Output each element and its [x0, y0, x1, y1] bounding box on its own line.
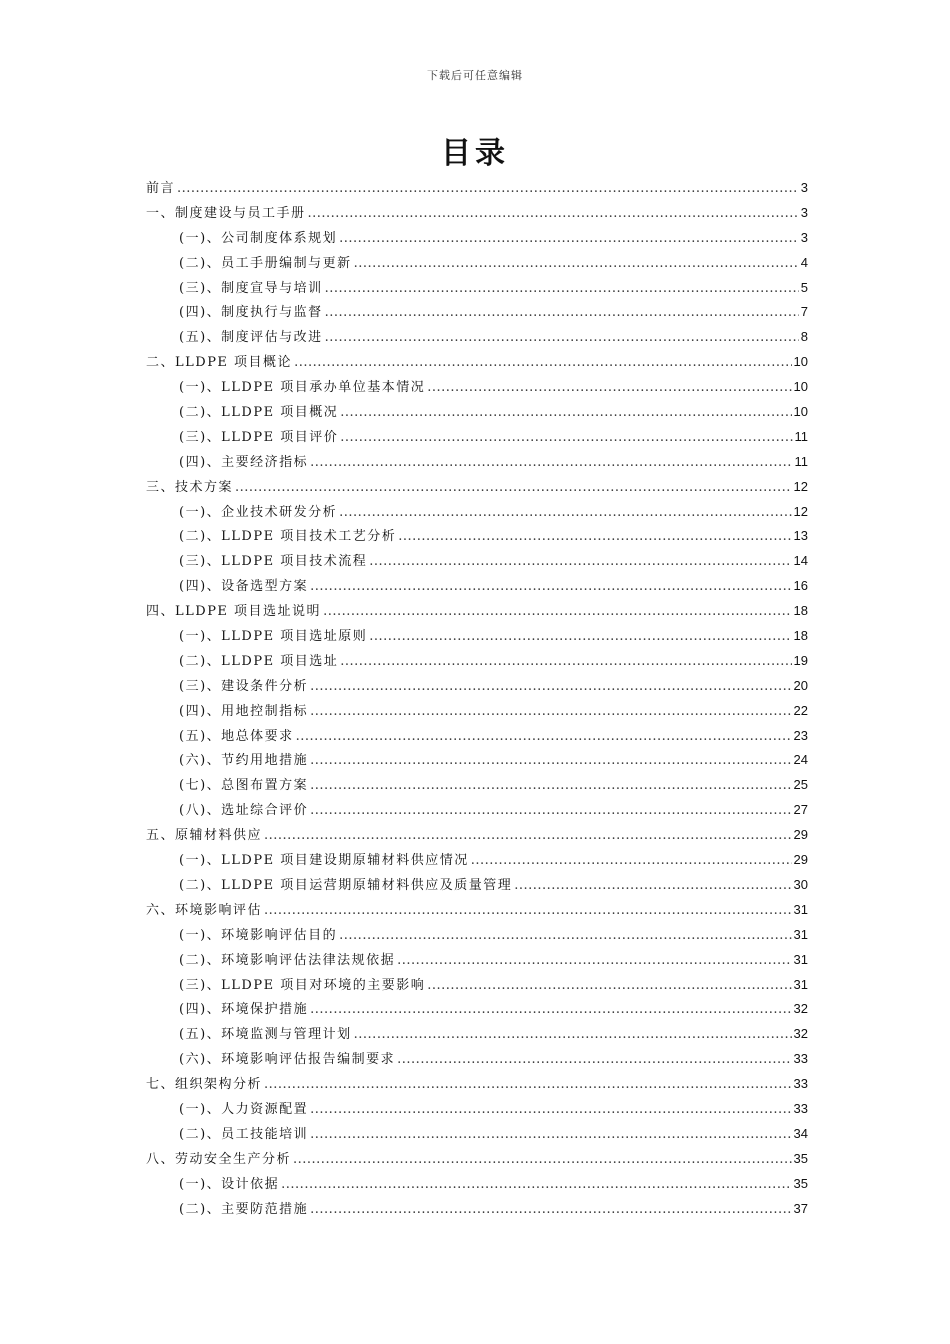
toc-leader-dots — [264, 824, 792, 849]
toc-entry-label: (二)、主要防范措施 — [179, 1201, 309, 1217]
toc-entry[interactable] — [146, 300, 808, 325]
toc-entry-label: (八)、选址综合评价 — [179, 803, 309, 819]
toc-entry-label: 三、技术方案 — [146, 479, 234, 495]
toc-entry-page: 29 — [793, 852, 808, 868]
toc-entry-label: 四、LLDPE 项目选址说明 — [146, 604, 322, 620]
toc-leader-dots — [398, 525, 791, 550]
toc-entry-label: (一)、LLDPE 项目承办单位基本情况 — [179, 380, 426, 396]
toc-entry-page: 29 — [793, 827, 808, 843]
toc-leader-dots — [340, 401, 791, 426]
toc-leader-dots — [325, 326, 799, 351]
toc-leader-dots — [308, 202, 799, 227]
toc-entry[interactable] — [146, 674, 808, 699]
toc-leader-dots — [310, 1198, 791, 1223]
toc-entry-page: 34 — [793, 1125, 808, 1141]
toc-leader-dots — [310, 774, 791, 799]
toc-entry[interactable] — [146, 973, 808, 998]
toc-leader-dots — [310, 700, 791, 725]
toc-entry-page: 24 — [793, 752, 808, 768]
toc-entry[interactable] — [146, 1047, 808, 1072]
toc-entry[interactable] — [146, 624, 808, 649]
toc-entry[interactable] — [146, 475, 808, 500]
toc-leader-dots — [296, 725, 792, 750]
toc-entry-page: 20 — [793, 677, 808, 693]
toc-leader-dots — [310, 1098, 791, 1123]
toc-entry-label: (二)、LLDPE 项目选址 — [179, 653, 339, 669]
toc-leader-dots — [340, 650, 791, 675]
toc-entry-page: 10 — [793, 379, 808, 395]
toc-entry-page: 10 — [793, 404, 808, 420]
toc-entry[interactable] — [146, 773, 808, 798]
page-header: 下载后可任意编辑 — [427, 69, 523, 82]
toc-entry[interactable] — [146, 1072, 808, 1097]
table-of-contents — [146, 176, 808, 1221]
toc-leader-dots — [339, 227, 799, 252]
toc-entry-label: (一)、LLDPE 项目建设期原辅材料供应情况 — [179, 853, 469, 869]
toc-entry[interactable] — [146, 748, 808, 773]
toc-entry-label: (二)、员工手册编制与更新 — [179, 255, 352, 271]
toc-entry-page: 13 — [793, 528, 808, 544]
toc-entry[interactable] — [146, 848, 808, 873]
toc-leader-dots — [471, 849, 792, 874]
toc-entry[interactable] — [146, 574, 808, 599]
toc-entry-label: (一)、环境影响评估目的 — [179, 927, 338, 943]
toc-leader-dots — [264, 899, 792, 924]
toc-entry-label: (四)、环境保护措施 — [179, 1002, 309, 1018]
toc-leader-dots — [281, 1173, 791, 1198]
toc-entry-page: 32 — [793, 1026, 808, 1042]
toc-entry-page: 11 — [794, 453, 808, 469]
toc-entry-label: (四)、设备选型方案 — [179, 579, 309, 595]
toc-entry-label: (三)、制度宣导与培训 — [179, 280, 323, 296]
toc-entry[interactable] — [146, 599, 808, 624]
toc-entry-page: 33 — [793, 1100, 808, 1116]
toc-entry-page: 35 — [793, 1175, 808, 1191]
toc-leader-dots — [397, 1048, 791, 1073]
toc-leader-dots — [323, 600, 791, 625]
toc-entry-page: 8 — [800, 329, 808, 345]
toc-entry[interactable] — [146, 1122, 808, 1147]
toc-leader-dots — [427, 974, 791, 999]
toc-entry-label: (三)、建设条件分析 — [179, 678, 309, 694]
toc-leader-dots — [177, 177, 799, 202]
toc-leader-dots — [514, 874, 791, 899]
toc-entry[interactable] — [146, 549, 808, 574]
toc-entry-label: (四)、用地控制指标 — [179, 703, 309, 719]
toc-leader-dots — [354, 252, 799, 277]
toc-entry-page: 25 — [793, 777, 808, 793]
toc-leader-dots — [310, 1123, 791, 1148]
toc-entry-page: 3 — [800, 180, 808, 195]
toc-entry-page: 16 — [793, 578, 808, 594]
toc-entry-label: 一、制度建设与员工手册 — [146, 205, 306, 221]
toc-entry[interactable] — [146, 450, 808, 475]
toc-entry-page: 31 — [793, 926, 808, 942]
toc-entry-label: (六)、环境影响评估报告编制要求 — [179, 1052, 396, 1068]
toc-entry[interactable] — [146, 1147, 808, 1172]
toc-leader-dots — [354, 1023, 792, 1048]
toc-leader-dots — [310, 998, 791, 1023]
toc-entry-label: (五)、地总体要求 — [179, 728, 294, 744]
toc-entry-label: (二)、员工技能培训 — [179, 1126, 309, 1142]
toc-entry[interactable] — [146, 375, 808, 400]
toc-leader-dots — [310, 799, 791, 824]
toc-entry-page: 11 — [794, 428, 808, 444]
toc-entry-label: (二)、LLDPE 项目概况 — [179, 405, 339, 421]
toc-entry[interactable] — [146, 823, 808, 848]
toc-entry-page: 3 — [800, 229, 808, 245]
toc-title: 目录 — [441, 136, 509, 171]
toc-entry-label: (三)、LLDPE 项目对环境的主要影响 — [179, 977, 426, 993]
toc-entry-page: 18 — [793, 628, 808, 644]
toc-entry-page: 32 — [793, 1001, 808, 1017]
toc-entry[interactable] — [146, 425, 808, 450]
toc-entry-label: (七)、总图布置方案 — [179, 778, 309, 794]
toc-entry-page: 18 — [793, 603, 808, 619]
toc-entry[interactable] — [146, 176, 808, 201]
toc-leader-dots — [369, 550, 791, 575]
toc-entry[interactable] — [146, 524, 808, 549]
toc-leader-dots — [294, 351, 791, 376]
toc-entry[interactable] — [146, 724, 808, 749]
toc-entry-page: 27 — [793, 802, 808, 818]
toc-entry[interactable] — [146, 1097, 808, 1122]
toc-leader-dots — [340, 426, 792, 451]
toc-entry-label: (一)、设计依据 — [179, 1176, 280, 1192]
toc-entry-label: (一)、人力资源配置 — [179, 1101, 309, 1117]
toc-entry[interactable] — [146, 276, 808, 301]
toc-entry-label: (二)、环境影响评估法律法规依据 — [179, 952, 396, 968]
toc-leader-dots — [310, 451, 792, 476]
toc-leader-dots — [427, 376, 791, 401]
toc-entry[interactable] — [146, 400, 808, 425]
toc-entry[interactable] — [146, 898, 808, 923]
toc-leader-dots — [264, 1073, 792, 1098]
toc-entry-label: (一)、LLDPE 项目选址原则 — [179, 629, 368, 645]
toc-entry-page: 4 — [800, 254, 808, 270]
toc-leader-dots — [310, 675, 791, 700]
toc-entry-label: (一)、公司制度体系规划 — [179, 230, 338, 246]
toc-entry-page: 37 — [793, 1200, 808, 1216]
toc-entry-page: 30 — [793, 876, 808, 892]
toc-entry[interactable] — [146, 500, 808, 525]
toc-entry-label: (五)、环境监测与管理计划 — [179, 1027, 352, 1043]
toc-leader-dots — [310, 575, 791, 600]
toc-entry[interactable] — [146, 201, 808, 226]
toc-leader-dots — [397, 949, 791, 974]
toc-entry-label: (五)、制度评估与改进 — [179, 330, 323, 346]
toc-entry[interactable] — [146, 948, 808, 973]
toc-leader-dots — [235, 476, 792, 501]
toc-leader-dots — [339, 924, 791, 949]
toc-entry-label: 八、劳动安全生产分析 — [146, 1151, 292, 1167]
toc-entry-label: 五、原辅材料供应 — [146, 828, 263, 844]
toc-leader-dots — [369, 625, 791, 650]
toc-entry-label: 七、组织架构分析 — [146, 1077, 263, 1093]
toc-entry-page: 33 — [793, 1076, 808, 1092]
toc-entry-label: 二、LLDPE 项目概论 — [146, 355, 293, 371]
toc-entry-label: 六、环境影响评估 — [146, 902, 263, 918]
toc-entry-label: (四)、主要经济指标 — [179, 454, 309, 470]
toc-leader-dots — [339, 501, 791, 526]
toc-entry[interactable] — [146, 1197, 808, 1222]
toc-entry-page: 22 — [793, 702, 808, 718]
toc-leader-dots — [325, 277, 799, 302]
toc-entry[interactable] — [146, 923, 808, 948]
toc-entry-label: (四)、制度执行与监督 — [179, 305, 323, 321]
toc-entry-page: 7 — [800, 304, 808, 320]
toc-entry-label: (一)、企业技术研发分析 — [179, 504, 338, 520]
toc-entry-page: 35 — [793, 1150, 808, 1166]
toc-entry-label: (二)、LLDPE 项目技术工艺分析 — [179, 529, 397, 545]
toc-entry-page: 12 — [793, 478, 808, 494]
toc-entry[interactable] — [146, 226, 808, 251]
toc-entry-label: (三)、LLDPE 项目评价 — [179, 429, 339, 445]
toc-entry-label: (六)、节约用地措施 — [179, 753, 309, 769]
toc-entry[interactable] — [146, 997, 808, 1022]
toc-entry-page: 5 — [800, 279, 808, 295]
toc-entry[interactable] — [146, 649, 808, 674]
toc-leader-dots — [325, 301, 799, 326]
toc-entry-page: 3 — [800, 204, 808, 220]
toc-entry-page: 33 — [793, 1051, 808, 1067]
toc-leader-dots — [310, 749, 791, 774]
toc-entry-page: 23 — [793, 727, 808, 743]
toc-entry[interactable] — [146, 325, 808, 350]
toc-entry-page: 31 — [793, 976, 808, 992]
toc-entry-page: 14 — [793, 553, 808, 569]
toc-entry-label: (二)、LLDPE 项目运营期原辅材料供应及质量管理 — [179, 877, 513, 893]
toc-entry-page: 12 — [793, 503, 808, 519]
toc-entry[interactable] — [146, 251, 808, 276]
toc-entry-label: 前言 — [146, 181, 176, 196]
toc-entry-page: 31 — [793, 901, 808, 917]
toc-entry[interactable] — [146, 798, 808, 823]
toc-entry-page: 31 — [793, 951, 808, 967]
toc-entry[interactable] — [146, 1022, 808, 1047]
toc-entry[interactable] — [146, 873, 808, 898]
toc-leader-dots — [293, 1148, 792, 1173]
toc-entry-page: 19 — [793, 652, 808, 668]
toc-entry-label: (三)、LLDPE 项目技术流程 — [179, 554, 368, 570]
toc-entry[interactable] — [146, 1172, 808, 1197]
toc-entry[interactable] — [146, 699, 808, 724]
toc-entry-page: 10 — [793, 354, 808, 370]
toc-entry[interactable] — [146, 350, 808, 375]
